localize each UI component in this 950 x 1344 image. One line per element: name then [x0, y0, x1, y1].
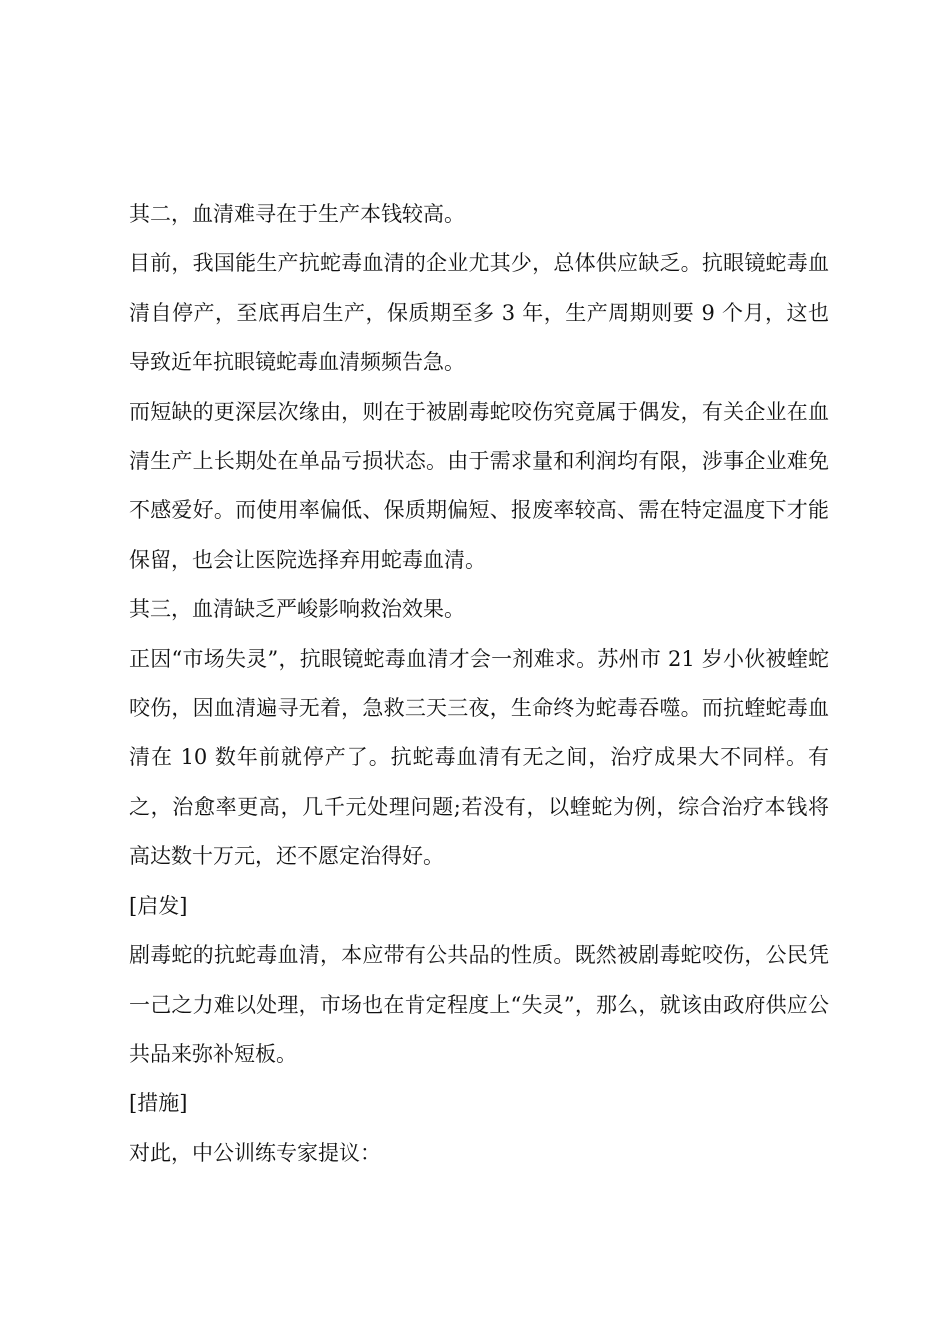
- paragraph-shortage-cause: 而短缺的更深层次缘由，则在于被剧毒蛇咬伤究竟属于偶发，有关企业在血清生产上长期处在单品亏损状态。由于需求量和利润均有限，涉事企业难免不感爱好。而使用率偏低、保质期偏短、报废率较高、需在特定温度下才能保留，也会让医院选择弃用蛇毒血清。: [129, 399, 829, 572]
- paragraph-production-status: 目前，我国能生产抗蛇毒血清的企业尤其少，总体供应缺乏。抗眼镜蛇毒血清自停产，至底再启生产，保质期至多 3 年，生产周期则要 9 个月，这也导致近年抗眼镜蛇毒血清频频告急。: [129, 251, 829, 375]
- section-label-inspiration: [启发]: [129, 893, 188, 918]
- paragraph-heading-third-reason: 其三，血清缺乏严峻影响救治效果。: [129, 597, 465, 622]
- paragraph-expert-suggestion: 对此，中公训练专家提议：: [129, 1140, 381, 1165]
- paragraph-treatment-effect: 正因“市场失灵”，抗眼镜蛇毒血清才会一剂难求。苏州市 21 岁小伙被蝰蛇咬伤，因血清遍寻无着，急救三天三夜，生命终为蛇毒吞噬。而抗蝰蛇毒血清在 10 数年前就停产了。抗蛇毒血清有无之间，治疗成果大不同样。有之，治愈率更高，几千元处理问题;若没有，以蝰蛇为例，综合治疗本钱将高达数十万元，还不愿定治得好。: [129, 646, 829, 869]
- paragraph-public-good: 剧毒蛇的抗蛇毒血清，本应带有公共品的性质。既然被剧毒蛇咬伤，公民凭一己之力难以处理，市场也在肯定程度上“失灵”，那么，就该由政府供应公共品来弥补短板。: [129, 943, 829, 1066]
- document-body: [129, 190, 829, 1178]
- section-label-measures: [措施]: [129, 1091, 188, 1116]
- paragraph-heading-second-reason: 其二，血清难寻在于生产本钱较高。: [129, 202, 465, 226]
